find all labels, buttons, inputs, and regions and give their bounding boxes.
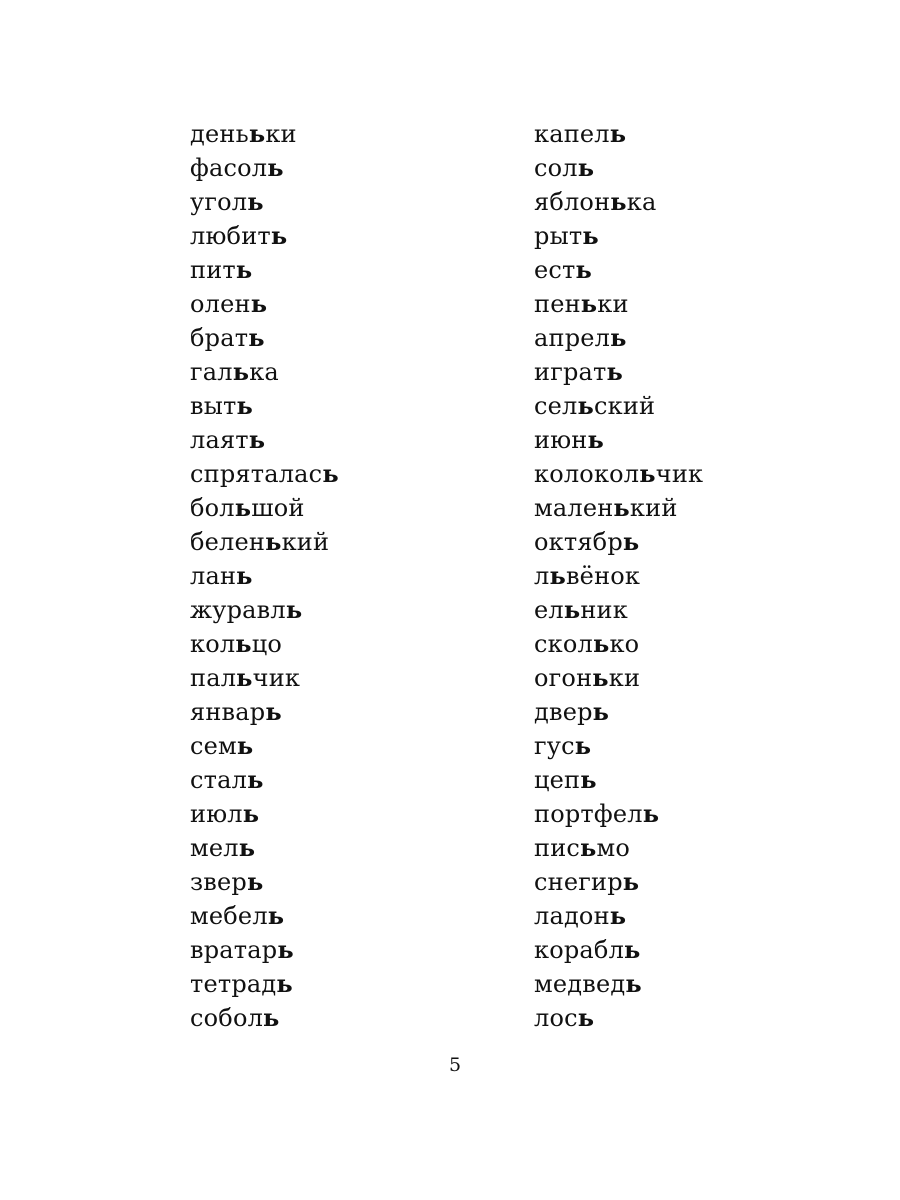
word-part: кий (281, 528, 330, 556)
word-part: стал (190, 766, 248, 794)
word-item (190, 831, 339, 865)
word-part: ки (608, 664, 641, 692)
soft-sign-highlight: ь (577, 1003, 595, 1032)
soft-sign-highlight: ь (592, 663, 609, 692)
word-part: цо (251, 630, 283, 658)
soft-sign-highlight: ь (247, 765, 264, 794)
soft-sign-highlight: ь (265, 527, 282, 556)
soft-sign-highlight: ь (609, 119, 627, 148)
word-part: л (534, 562, 550, 590)
word-item (190, 457, 339, 491)
word-part: двер (534, 698, 593, 726)
word-item (534, 219, 703, 253)
soft-sign-highlight: ь (580, 833, 597, 862)
word-part: выт (190, 392, 237, 420)
soft-sign-highlight: ь (246, 867, 264, 896)
soft-sign-highlight: ь (265, 697, 282, 726)
word-item (534, 729, 703, 763)
soft-sign-highlight: ь (622, 527, 640, 556)
soft-sign-highlight: ь (285, 595, 303, 624)
word-part: любит (190, 222, 271, 250)
soft-sign-highlight: ь (610, 187, 627, 216)
word-part: ский (594, 392, 656, 420)
word-item (190, 185, 339, 219)
word-part: лаят (190, 426, 249, 454)
soft-sign-highlight: ь (267, 901, 285, 930)
soft-sign-highlight: ь (549, 561, 566, 590)
word-part: собол (190, 1004, 264, 1032)
soft-sign-highlight: ь (236, 391, 253, 420)
word-column-right (534, 117, 703, 1035)
word-item (534, 899, 703, 933)
soft-sign-highlight: ь (276, 969, 293, 998)
word-item (190, 117, 339, 151)
word-part: яблон (534, 188, 611, 216)
word-item (534, 491, 703, 525)
word-item (190, 355, 339, 389)
word-item (190, 287, 339, 321)
word-part: цеп (534, 766, 581, 794)
soft-sign-highlight: ь (242, 799, 260, 828)
word-part: капел (534, 120, 610, 148)
word-part: корабл (534, 936, 625, 964)
word-item (534, 661, 703, 695)
soft-sign-highlight: ь (624, 935, 641, 964)
word-item (190, 967, 339, 1001)
word-part: лос (534, 1004, 578, 1032)
word-part: чик (252, 664, 301, 692)
word-part: звер (190, 868, 247, 896)
soft-sign-highlight: ь (250, 289, 268, 318)
word-item (534, 525, 703, 559)
word-item (190, 865, 339, 899)
word-part: спряталас (190, 460, 323, 488)
word-item (534, 423, 703, 457)
soft-sign-highlight: ь (563, 595, 581, 624)
word-item (534, 457, 703, 491)
soft-sign-highlight: ь (277, 935, 294, 964)
word-part: снегир (534, 868, 623, 896)
soft-sign-highlight: ь (238, 833, 256, 862)
word-item (534, 763, 703, 797)
word-item (190, 559, 339, 593)
word-item (190, 899, 339, 933)
word-part: кол (190, 630, 236, 658)
word-part: апрел (534, 324, 611, 352)
soft-sign-highlight: ь (574, 731, 592, 760)
word-item (534, 933, 703, 967)
word-part: олен (190, 290, 251, 318)
soft-sign-highlight: ь (234, 493, 252, 522)
word-part: вёнок (565, 562, 641, 590)
word-item (190, 321, 339, 355)
word-part: пен (534, 290, 581, 318)
soft-sign-highlight: ь (639, 459, 656, 488)
soft-sign-highlight: ь (622, 867, 640, 896)
word-part: шой (251, 494, 305, 522)
word-item (534, 117, 703, 151)
word-part: колокол (534, 460, 640, 488)
soft-sign-highlight: ь (575, 255, 593, 284)
word-part: ка (249, 358, 279, 386)
soft-sign-highlight: ь (236, 731, 254, 760)
word-part: фасол (190, 154, 268, 182)
soft-sign-highlight: ь (235, 629, 252, 658)
word-item (534, 321, 703, 355)
word-part: ки (265, 120, 297, 148)
soft-sign-highlight: ь (610, 323, 627, 352)
soft-sign-highlight: ь (577, 391, 594, 420)
word-part: ест (534, 256, 576, 284)
word-part: сол (534, 154, 578, 182)
word-part: пит (190, 256, 236, 284)
word-part: огон (534, 664, 593, 692)
word-item (190, 219, 339, 253)
soft-sign-highlight: ь (582, 221, 599, 250)
word-part: скол (534, 630, 593, 658)
soft-sign-highlight: ь (642, 799, 660, 828)
word-item (190, 695, 339, 729)
soft-sign-highlight: ь (263, 1003, 280, 1032)
word-part: сел (534, 392, 578, 420)
word-part: угол (190, 188, 248, 216)
soft-sign-highlight: ь (235, 255, 253, 284)
word-part: июл (190, 800, 243, 828)
word-column-left (190, 117, 339, 1035)
word-item (534, 1001, 703, 1035)
word-part: июн (534, 426, 588, 454)
soft-sign-highlight: ь (248, 323, 265, 352)
word-part: журавл (190, 596, 286, 624)
word-part: вратар (190, 936, 278, 964)
word-item (190, 151, 339, 185)
word-part: играт (534, 358, 607, 386)
word-item (534, 831, 703, 865)
soft-sign-highlight: ь (592, 629, 610, 658)
word-part: медвед (534, 970, 626, 998)
soft-sign-highlight: ь (236, 561, 253, 590)
word-item (190, 253, 339, 287)
word-part: рыт (534, 222, 583, 250)
word-item (534, 593, 703, 627)
word-item (534, 185, 703, 219)
soft-sign-highlight: ь (236, 663, 253, 692)
word-item (190, 593, 339, 627)
soft-sign-highlight: ь (577, 153, 595, 182)
soft-sign-highlight: ь (587, 425, 604, 454)
soft-sign-highlight: ь (248, 119, 266, 148)
word-item (534, 253, 703, 287)
word-item (534, 151, 703, 185)
word-item (534, 389, 703, 423)
word-item (534, 695, 703, 729)
word-part: ки (597, 290, 629, 318)
word-part: мел (190, 834, 239, 862)
word-part: тетрад (190, 970, 277, 998)
word-item (534, 559, 703, 593)
word-item (190, 525, 339, 559)
word-item (534, 627, 703, 661)
word-part: ка (626, 188, 657, 216)
word-item (534, 865, 703, 899)
word-item (190, 627, 339, 661)
word-item (190, 661, 339, 695)
soft-sign-highlight: ь (247, 187, 264, 216)
word-part: пал (190, 664, 237, 692)
soft-sign-highlight: ь (609, 901, 627, 930)
word-part: белен (190, 528, 266, 556)
soft-sign-highlight: ь (592, 697, 610, 726)
word-part: ник (580, 596, 628, 624)
word-item (190, 797, 339, 831)
soft-sign-highlight: ь (232, 357, 250, 386)
word-part: гал (190, 358, 233, 386)
soft-sign-highlight: ь (248, 425, 266, 454)
soft-sign-highlight: ь (580, 289, 598, 318)
word-item (534, 355, 703, 389)
word-part: мо (596, 834, 631, 862)
word-item (190, 763, 339, 797)
word-item (190, 729, 339, 763)
word-item (190, 389, 339, 423)
word-part: мебел (190, 902, 268, 930)
word-part: пис (534, 834, 581, 862)
word-part: ко (609, 630, 640, 658)
word-part: брат (190, 324, 249, 352)
soft-sign-highlight: ь (625, 969, 642, 998)
word-part: ладон (534, 902, 610, 930)
soft-sign-highlight: ь (606, 357, 624, 386)
soft-sign-highlight: ь (270, 221, 288, 250)
word-part: октябр (534, 528, 623, 556)
word-item (190, 423, 339, 457)
word-item (534, 797, 703, 831)
soft-sign-highlight: ь (613, 493, 630, 522)
word-item (190, 491, 339, 525)
soft-sign-highlight: ь (267, 153, 284, 182)
word-item (534, 287, 703, 321)
soft-sign-highlight: ь (580, 765, 597, 794)
word-part: январ (190, 698, 266, 726)
word-part: портфел (534, 800, 643, 828)
word-part: мален (534, 494, 614, 522)
word-part: лан (190, 562, 237, 590)
word-item (190, 1001, 339, 1035)
word-item (534, 967, 703, 1001)
word-part: гус (534, 732, 575, 760)
word-part: чик (655, 460, 704, 488)
word-part: ел (534, 596, 564, 624)
word-part: бол (190, 494, 235, 522)
page-number: 5 (448, 1054, 462, 1076)
soft-sign-highlight: ь (322, 459, 339, 488)
word-part: день (190, 120, 249, 148)
word-part: кий (629, 494, 678, 522)
word-part: сем (190, 732, 237, 760)
word-item (190, 933, 339, 967)
